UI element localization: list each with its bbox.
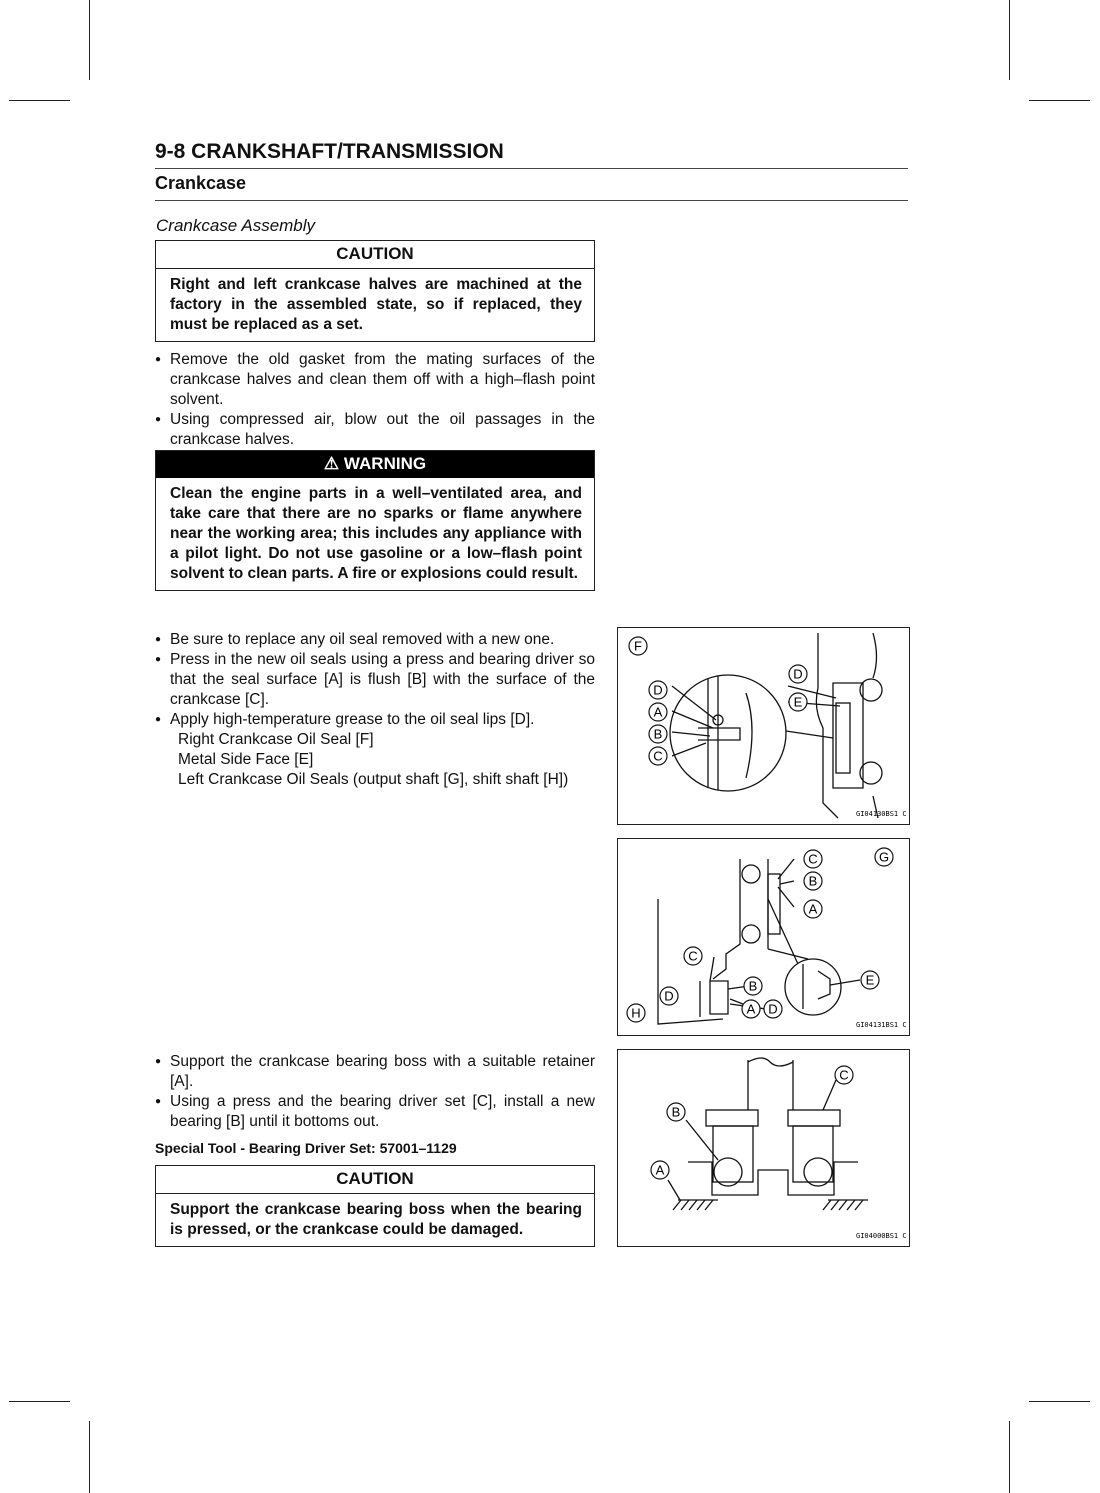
callout-label: B	[748, 978, 758, 994]
crop-mark	[9, 1401, 70, 1402]
crop-mark	[1029, 100, 1090, 101]
list-item: ● Support the crankcase bearing boss with a suitable retainer [A].	[155, 1052, 595, 1092]
figure-code: GI04000BS1 C	[856, 1232, 907, 1240]
page-header	[155, 140, 908, 201]
subsection-title: Crankcase Assembly	[156, 216, 316, 235]
callout-label: D	[664, 988, 674, 1004]
list-item: ● Using compressed air, blow out the oil passages in the crankcase halves.	[155, 410, 595, 450]
callout-label: B	[808, 873, 818, 889]
callout-label: E	[793, 694, 803, 710]
callout-label: G	[878, 849, 890, 865]
callout-label: C	[839, 1067, 849, 1083]
list-item: ● Using a press and the bearing driver set [C], install a new bearing [B] until it bottoms out.	[155, 1092, 595, 1132]
crop-mark	[1009, 0, 1010, 80]
crop-mark	[1029, 1401, 1090, 1402]
step-list	[155, 630, 595, 790]
callout-label: D	[768, 1001, 778, 1017]
callout-label: A	[655, 1162, 665, 1178]
section-title: Crankcase	[155, 173, 908, 201]
warning-header	[156, 451, 594, 478]
crop-mark	[89, 0, 90, 80]
list-item: ● Apply high-temperature grease to the oil seal lips [D].	[155, 710, 595, 730]
crop-mark	[9, 100, 70, 101]
callout-label: B	[671, 1104, 681, 1120]
special-tool: Special Tool - Bearing Driver Set: 57001–1129	[155, 1140, 457, 1156]
warning-triangle-icon: ⚠	[323, 454, 340, 473]
callout-label: E	[865, 972, 875, 988]
callout-label: F	[634, 638, 642, 654]
callout-label: B	[653, 726, 663, 742]
callout-label: H	[631, 1005, 641, 1021]
callout-label: A	[808, 901, 818, 917]
figure-code: GI04131BS1 C	[856, 1021, 907, 1029]
step-list	[155, 350, 595, 450]
caution-box	[155, 240, 595, 342]
callout-label: C	[653, 748, 663, 764]
figure-code: GI04130BS1 C	[856, 810, 907, 818]
figure-drawing	[618, 839, 909, 1035]
caution-text: Support the crankcase bearing boss when the bearing is pressed, or the crankcase could be damaged.	[170, 1201, 582, 1238]
legend-line: Right Crankcase Oil Seal [F]	[178, 731, 374, 748]
callout-label: A	[746, 1001, 756, 1017]
figure-drawing	[618, 1050, 909, 1246]
list-item: ● Press in the new oil seals using a press and bearing driver so that the seal surface [A] is flush [B] with the surface of the crankcase [C].	[155, 650, 595, 710]
warning-title: WARNING	[343, 454, 427, 473]
legend-line: Left Crankcase Oil Seals (output shaft [G], shift shaft [H])	[178, 771, 569, 788]
figure-drawing	[618, 628, 909, 824]
list-item: ● Be sure to replace any oil seal removed with a new one.	[155, 630, 595, 650]
figure-right-oil-seal	[617, 627, 910, 825]
callout-label: D	[653, 682, 663, 698]
caution-title: CAUTION	[156, 1166, 594, 1194]
warning-box	[155, 450, 595, 591]
warning-text: Clean the engine parts in a well–ventilated area, and take care that there are no sparks or flame anywhere near the working area; this includes any appliance with a pilot light. Do not use gasoline or a low–flash point solvent to clean parts. A fire or explosions could result.	[170, 485, 582, 582]
crop-mark	[1009, 1421, 1010, 1493]
chapter-title: 9-8 CRANKSHAFT/TRANSMISSION	[155, 140, 908, 169]
list-item: ● Remove the old gasket from the mating surfaces of the crankcase halves and clean them off with a high–flash point solvent.	[155, 350, 595, 410]
caution-box	[155, 1165, 595, 1247]
callout-label: D	[793, 666, 803, 682]
caution-text: Right and left crankcase halves are machined at the factory in the assembled state, so if replaced, they must be replaced as a set.	[170, 276, 582, 333]
figure-left-oil-seals	[617, 838, 910, 1036]
crop-mark	[89, 1421, 90, 1493]
figure-bearing-install	[617, 1049, 910, 1247]
callout-label: C	[688, 948, 698, 964]
legend-line: Metal Side Face [E]	[178, 751, 314, 768]
step-list	[155, 1052, 595, 1158]
callout-label: A	[653, 704, 663, 720]
callout-label: C	[808, 851, 818, 867]
caution-title: CAUTION	[156, 241, 594, 269]
